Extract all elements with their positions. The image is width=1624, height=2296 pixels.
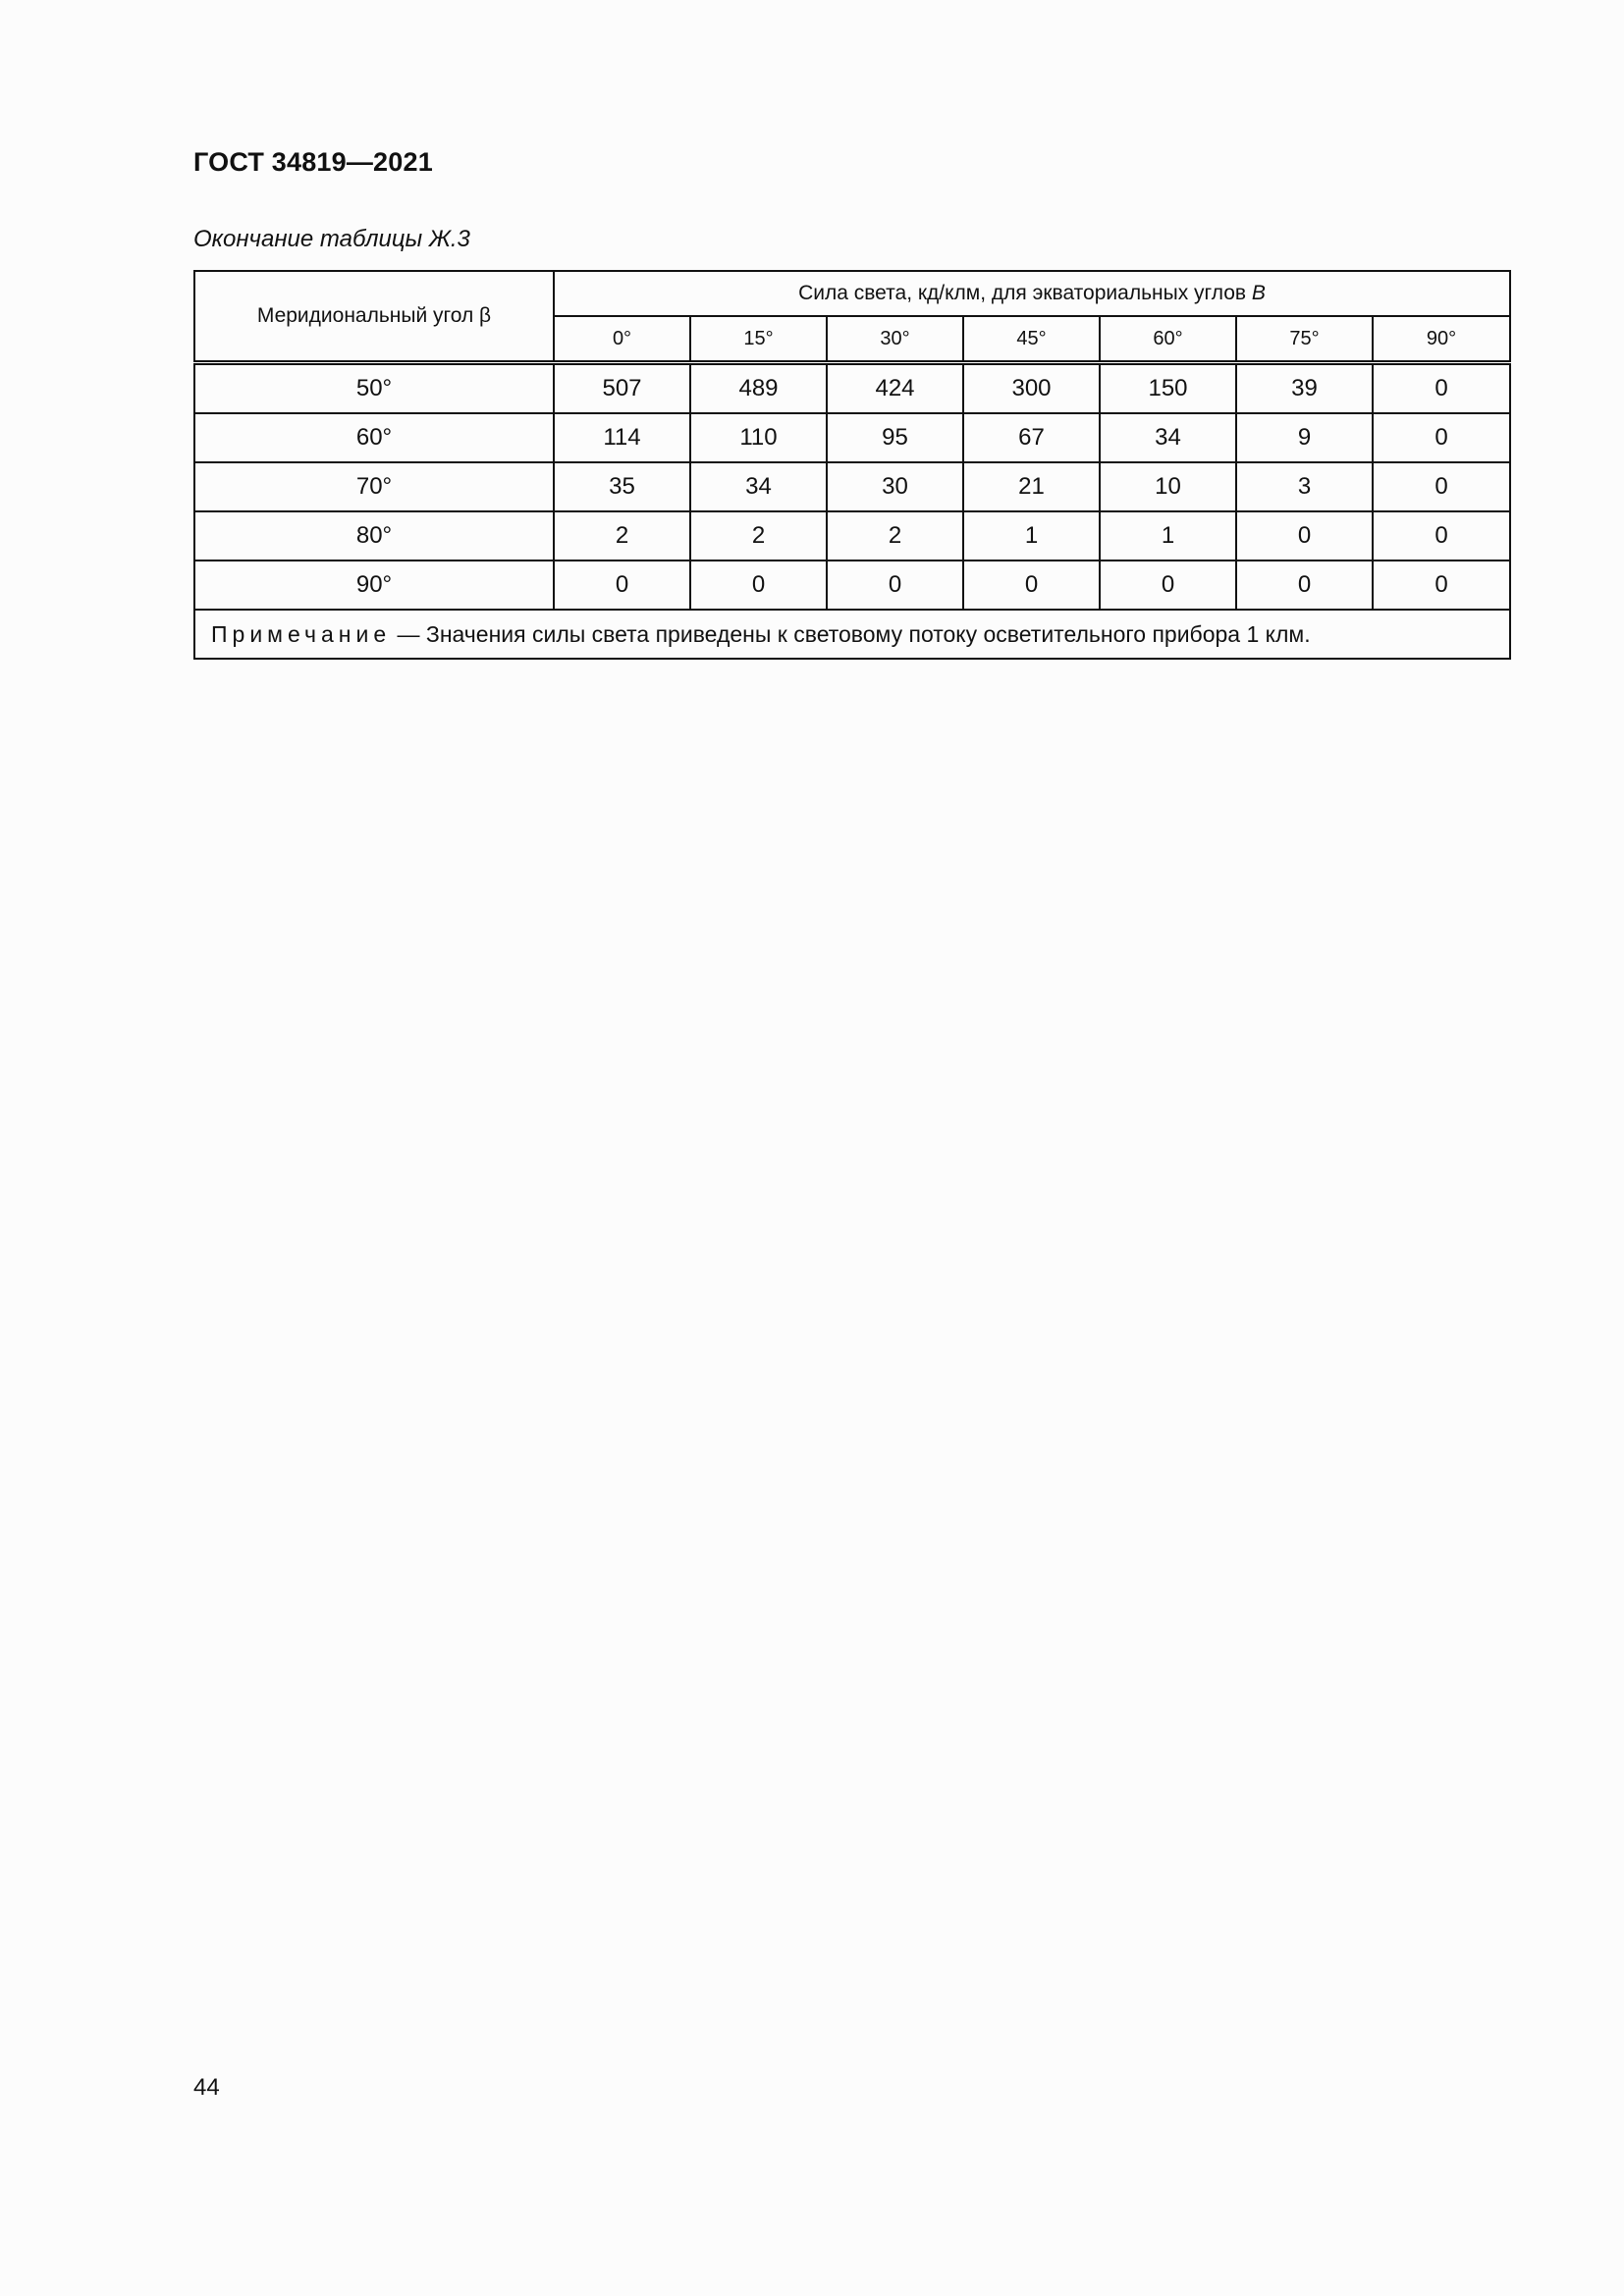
value-cell: 489 — [690, 363, 827, 414]
column-header: 45° — [963, 316, 1100, 363]
note-label: Примечание — [211, 620, 392, 647]
value-cell: 0 — [1373, 363, 1510, 414]
luminous-intensity-table — [193, 270, 1509, 660]
value-cell: 3 — [1236, 462, 1373, 511]
value-cell: 507 — [554, 363, 690, 414]
value-cell: 0 — [1373, 561, 1510, 610]
group-header-text: Сила света, кд/клм, для экваториальных углов — [798, 282, 1252, 304]
value-cell: 0 — [1236, 511, 1373, 561]
group-header-variable: B — [1251, 282, 1266, 304]
value-cell: 35 — [554, 462, 690, 511]
row-angle-cell: 60° — [194, 413, 554, 462]
value-cell: 300 — [963, 363, 1100, 414]
note-text: — Значения силы света приведены к световому потоку осветительного прибора 1 клм. — [391, 620, 1311, 647]
column-header: 0° — [554, 316, 690, 363]
column-header: 15° — [690, 316, 827, 363]
value-cell: 0 — [1373, 413, 1510, 462]
table-row — [194, 413, 1510, 462]
page-number: 44 — [193, 2074, 220, 2101]
value-cell: 2 — [690, 511, 827, 561]
meridional-angle-header-text: Меридиональный угол β — [256, 304, 492, 327]
value-cell: 0 — [1373, 462, 1510, 511]
column-header: 60° — [1100, 316, 1236, 363]
value-cell: 34 — [690, 462, 827, 511]
table-row — [194, 462, 1510, 511]
value-cell: 0 — [1100, 561, 1236, 610]
row-angle-cell: 70° — [194, 462, 554, 511]
value-cell: 1 — [963, 511, 1100, 561]
value-cell: 10 — [1100, 462, 1236, 511]
value-cell: 2 — [827, 511, 963, 561]
value-cell: 21 — [963, 462, 1100, 511]
column-header: 75° — [1236, 316, 1373, 363]
value-cell: 34 — [1100, 413, 1236, 462]
value-cell: 1 — [1100, 511, 1236, 561]
row-angle-cell: 80° — [194, 511, 554, 561]
value-cell: 110 — [690, 413, 827, 462]
table-note — [194, 610, 1510, 659]
column-header: 30° — [827, 316, 963, 363]
value-cell: 0 — [690, 561, 827, 610]
value-cell: 0 — [1373, 511, 1510, 561]
meridional-angle-header — [194, 271, 554, 363]
table-caption: Окончание таблицы Ж.3 — [193, 226, 470, 252]
value-cell: 39 — [1236, 363, 1373, 414]
value-cell: 0 — [554, 561, 690, 610]
value-cell: 30 — [827, 462, 963, 511]
value-cell: 2 — [554, 511, 690, 561]
table-body — [194, 363, 1510, 611]
table-row — [194, 363, 1510, 414]
table-row — [194, 561, 1510, 610]
document-code: ГОСТ 34819—2021 — [193, 147, 433, 177]
equatorial-angles-group-header — [554, 271, 1510, 316]
value-cell: 95 — [827, 413, 963, 462]
row-angle-cell: 90° — [194, 561, 554, 610]
table-row — [194, 511, 1510, 561]
value-cell: 9 — [1236, 413, 1373, 462]
value-cell: 114 — [554, 413, 690, 462]
value-cell: 0 — [1236, 561, 1373, 610]
column-header: 90° — [1373, 316, 1510, 363]
value-cell: 0 — [963, 561, 1100, 610]
value-cell: 150 — [1100, 363, 1236, 414]
value-cell: 424 — [827, 363, 963, 414]
row-angle-cell: 50° — [194, 363, 554, 414]
value-cell: 67 — [963, 413, 1100, 462]
value-cell: 0 — [827, 561, 963, 610]
